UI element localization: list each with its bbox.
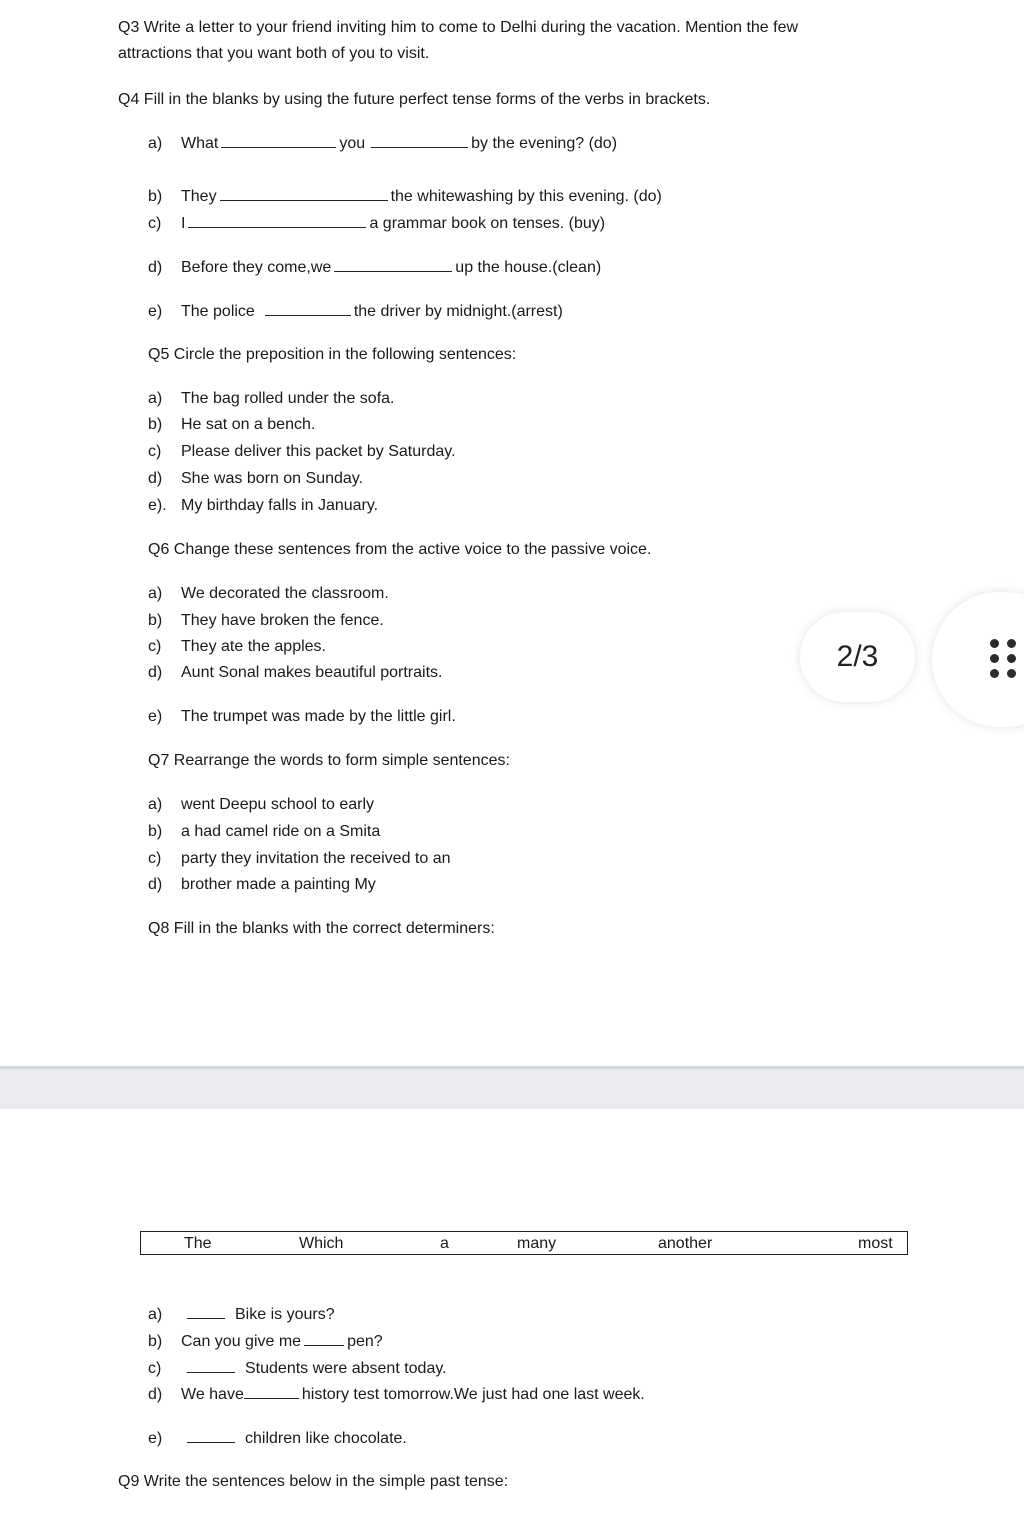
blank-line bbox=[187, 1304, 225, 1319]
q8-item-a: a) Bike is yours? bbox=[148, 1306, 335, 1323]
word-cell: most bbox=[858, 1235, 893, 1252]
q5-item-e: e). My birthday falls in January. bbox=[148, 497, 379, 514]
q8-title: Q8 Fill in the blanks with the correct determiners: bbox=[148, 920, 495, 937]
q7-item-b: b) a had camel ride on a Smita bbox=[148, 823, 381, 840]
blank-line bbox=[334, 257, 452, 272]
blank-line bbox=[220, 186, 388, 201]
q4-item-e: e) The police the driver by midnight.(arrest) bbox=[148, 303, 563, 320]
item-label: e) bbox=[148, 303, 163, 320]
q6-item-e: e) The trumpet was made by the little girl. bbox=[148, 708, 456, 725]
q3-line-1: Q3 Write a letter to your friend inviting him to come to Delhi during the vacation. Mention the few bbox=[118, 19, 799, 36]
q5-item-c: c) Please deliver this packet by Saturday. bbox=[148, 443, 456, 460]
q4-item-c: c) I a grammar book on tenses. (buy) bbox=[148, 215, 606, 232]
menu-button[interactable] bbox=[932, 592, 1024, 727]
blank-line bbox=[187, 1428, 235, 1443]
page-indicator[interactable] bbox=[800, 612, 915, 702]
item-label: b) bbox=[148, 188, 163, 205]
blank-line bbox=[371, 133, 468, 148]
q8-item-d: d) We have history test tomorrow.We just had one last week. bbox=[148, 1386, 645, 1403]
q5-item-d: d) She was born on Sunday. bbox=[148, 470, 364, 487]
page-divider bbox=[0, 1066, 1024, 1109]
q7-item-c: c) party they invitation the received to an bbox=[148, 850, 451, 867]
blank-line bbox=[265, 301, 351, 316]
q7-item-a: a) went Deepu school to early bbox=[148, 796, 374, 813]
word-cell: many bbox=[517, 1235, 557, 1252]
item-label: d) bbox=[148, 259, 163, 276]
q8-item-c: c) Students were absent today. bbox=[148, 1360, 447, 1377]
q8-item-b: b) Can you give me pen? bbox=[148, 1333, 383, 1350]
q6-item-a: a) We decorated the classroom. bbox=[148, 585, 389, 602]
q4-item-b: b) They the whitewashing by this evening. (do) bbox=[148, 188, 662, 205]
grid-dots-icon bbox=[990, 639, 1016, 679]
q4-item-a: a) What you by the evening? (do) bbox=[148, 135, 618, 152]
blank-line bbox=[221, 133, 336, 148]
item-label: a) bbox=[148, 135, 163, 152]
q5-item-a: a) The bag rolled under the sofa. bbox=[148, 390, 395, 407]
q6-item-d: d) Aunt Sonal makes beautiful portraits. bbox=[148, 664, 443, 681]
q5-item-b: b) He sat on a bench. bbox=[148, 416, 316, 433]
q6-item-b: b) They have broken the fence. bbox=[148, 612, 384, 629]
q6-item-c: c) They ate the apples. bbox=[148, 638, 326, 655]
word-cell: a bbox=[440, 1235, 449, 1252]
page-indicator-text: 2/3 bbox=[836, 640, 879, 673]
blank-line bbox=[187, 1358, 235, 1373]
q4-title: Q4 Fill in the blanks by using the future perfect tense forms of the verbs in brackets. bbox=[118, 91, 711, 108]
q3-line-2: attractions that you want both of you to visit. bbox=[118, 45, 430, 62]
q8-item-e: e) children like chocolate. bbox=[148, 1430, 407, 1447]
word-cell: Which bbox=[299, 1235, 344, 1252]
q6-title: Q6 Change these sentences from the active voice to the passive voice. bbox=[148, 541, 652, 558]
blank-line bbox=[188, 213, 366, 228]
word-cell: The bbox=[184, 1235, 212, 1252]
item-label: c) bbox=[148, 215, 162, 232]
q7-title: Q7 Rearrange the words to form simple sentences: bbox=[148, 752, 510, 769]
q7-item-d: d) brother made a painting My bbox=[148, 876, 376, 893]
word-cell: another bbox=[658, 1235, 713, 1252]
q5-title: Q5 Circle the preposition in the following sentences: bbox=[148, 346, 517, 363]
blank-line bbox=[304, 1331, 344, 1346]
q4-item-d: d) Before they come,we up the house.(clean) bbox=[148, 259, 602, 276]
blank-line bbox=[244, 1384, 299, 1399]
q9-title: Q9 Write the sentences below in the simple past tense: bbox=[118, 1473, 509, 1490]
determiner-word-box bbox=[140, 1231, 908, 1255]
